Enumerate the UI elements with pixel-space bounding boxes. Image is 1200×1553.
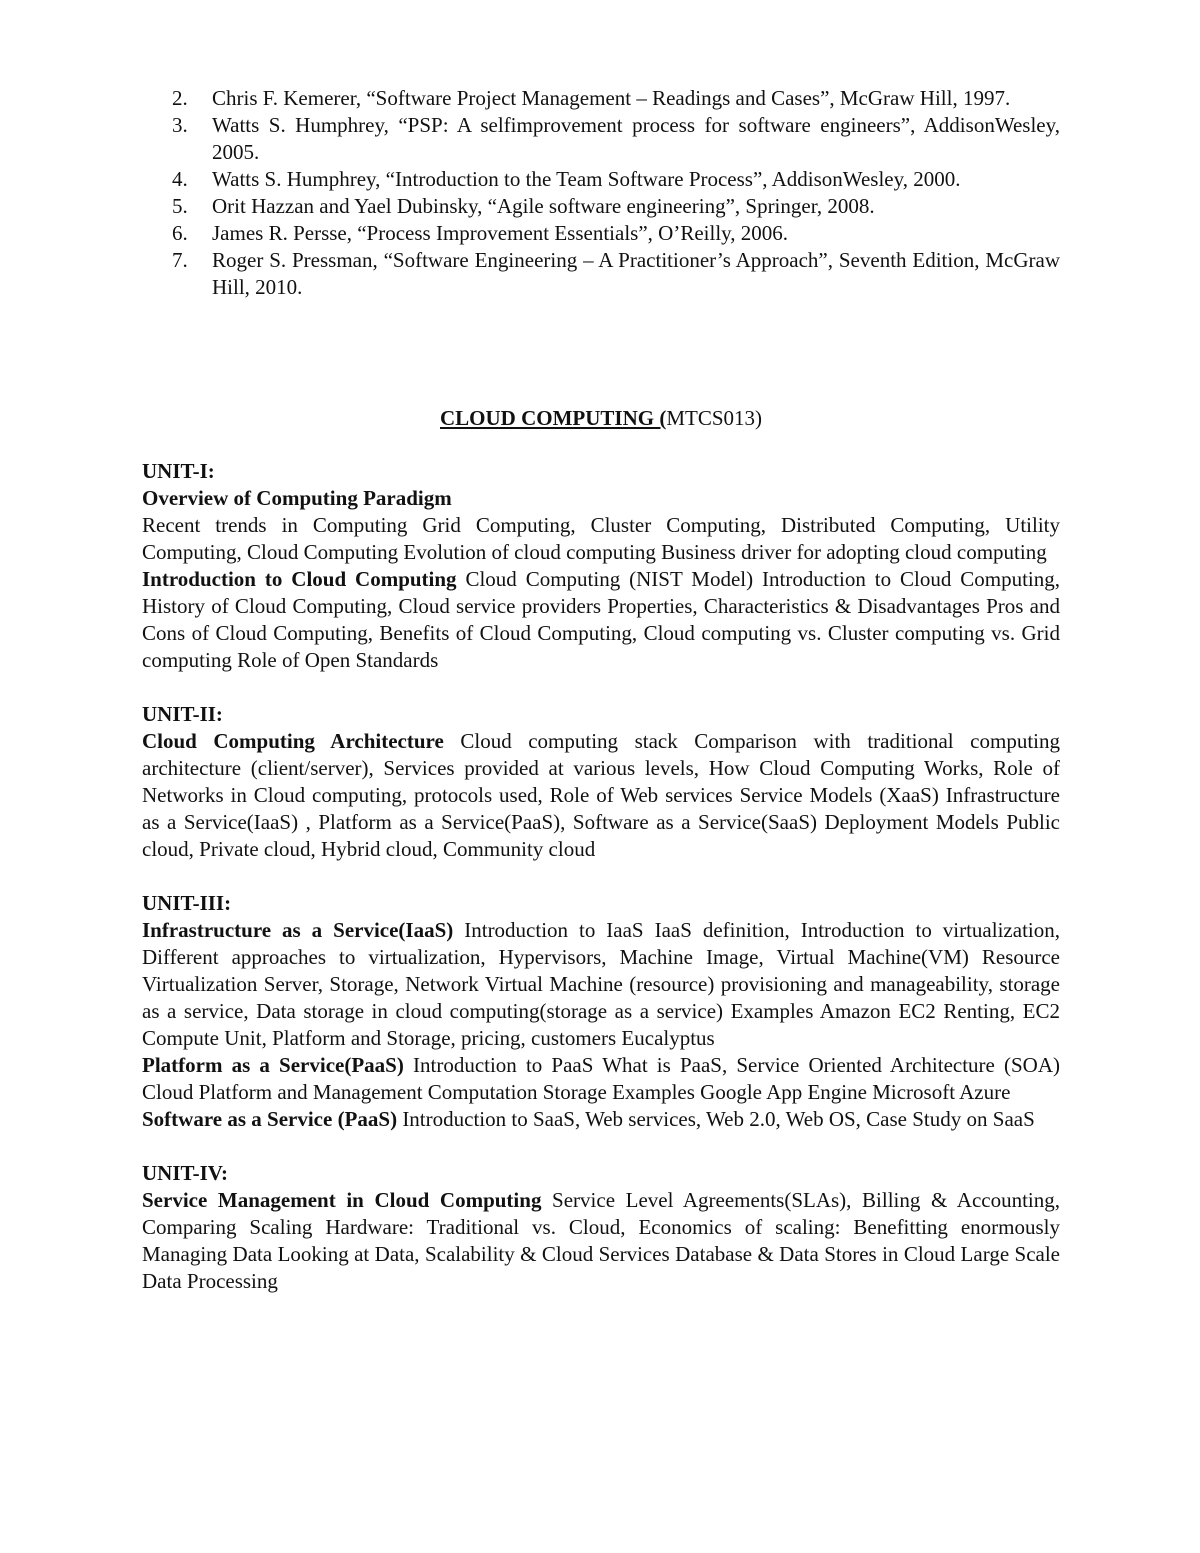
topic-description: Introduction to SaaS, Web services, Web 2.0, Web OS, Case Study on SaaS [397,1107,1035,1131]
unit-heading: UNIT-III: [142,891,232,915]
course-code: MTCS013) [666,406,762,430]
topic-title: Software as a Service (PaaS) [142,1107,398,1131]
syllabus-content [142,458,1060,1322]
unit-paragraph [142,485,1060,512]
reference-item [172,85,1060,112]
reference-number: 6. [172,221,188,245]
reference-item [172,247,1060,301]
topic-title: Service Management in Cloud Computing [142,1188,542,1212]
reference-text: Watts S. Humphrey, “PSP: A selfimprovement process for software engineers”, AddisonWesley, 2005. [212,113,1060,164]
topic-title: Cloud Computing Architecture [142,729,444,753]
unit-section-4 [142,1160,1060,1295]
unit-section-2 [142,701,1060,863]
topic-title: Platform as a Service(PaaS) [142,1053,404,1077]
unit-paragraph [142,566,1060,674]
topic-title: Overview of Computing Paradigm [142,486,452,510]
unit-section-3 [142,890,1060,1133]
reference-text: Roger S. Pressman, “Software Engineering – A Practitioner’s Approach”, Seventh Edition, McGraw Hill, 2010. [212,248,1060,299]
reference-item [172,193,1060,220]
unit-paragraph [142,1052,1060,1106]
topic-description: Service Level Agreements(SLAs), Billing & Accounting, Comparing Scaling Hardware: Traditional vs. Cloud, Economics of scaling: Benefitting enormously Managing Data Looking at Data, Scalability & Cloud Services Database & Data Stores in Cloud Large Scale Data Processing [142,1188,1060,1293]
topic-title: Infrastructure as a Service(IaaS) [142,918,454,942]
reference-number: 7. [172,248,188,272]
reference-number: 5. [172,194,188,218]
unit-paragraph [142,728,1060,863]
reference-text: Watts S. Humphrey, “Introduction to the Team Software Process”, AddisonWesley, 2000. [212,167,961,191]
topic-description: Recent trends in Computing Grid Computing, Cluster Computing, Distributed Computing, Utility Computing, Cloud Computing Evolution of cloud computing Business driver for adopting cloud computing [142,513,1060,564]
reference-text: Orit Hazzan and Yael Dubinsky, “Agile software engineering”, Springer, 2008. [212,194,875,218]
course-title-text: CLOUD COMPUTING ( [439,406,667,430]
reference-text: Chris F. Kemerer, “Software Project Management – Readings and Cases”, McGraw Hill, 1997. [212,86,1011,110]
unit-paragraph [142,1187,1060,1295]
course-title [142,405,1060,432]
unit-paragraph [142,512,1060,566]
reference-list [172,85,1060,301]
reference-text: James R. Persse, “Process Improvement Essentials”, O’Reilly, 2006. [212,221,789,245]
unit-paragraph [142,1106,1060,1133]
reference-number: 2. [172,86,188,110]
reference-item [172,166,1060,193]
unit-paragraph [142,917,1060,1052]
unit-heading: UNIT-I: [142,459,215,483]
topic-title: Introduction to Cloud Computing [142,567,457,591]
reference-number: 3. [172,113,188,137]
reference-number: 4. [172,167,188,191]
reference-item [172,220,1060,247]
topic-description: Introduction to IaaS IaaS definition, Introduction to virtualization, Different approaches to virtualization, Hypervisors, Machine Image, Virtual Machine(VM) Resource Virtualization Server, Storage, Network Virtual Machine (resource) provisioning and manageability, storage as a service, Data storage in cloud computing(storage as a service) Examples Amazon EC2 Renting, EC2 Compute Unit, Platform and Storage, pricing, customers Eucalyptus [142,918,1060,1050]
topic-description: Introduction to PaaS What is PaaS, Service Oriented Architecture (SOA) Cloud Platform and Management Computation Storage Examples Google App Engine Microsoft Azure [142,1053,1060,1104]
topic-description: Cloud Computing (NIST Model) Introduction to Cloud Computing, History of Cloud Computing, Cloud service providers Properties, Characteristics & Disadvantages Pros and Cons of Cloud Computing, Benefits of Cloud Computing, Cloud computing vs. Cluster computing vs. Grid computing Role of Open Standards [142,567,1060,672]
topic-description: Cloud computing stack Comparison with traditional computing architecture (client/server), Services provided at various levels, How Cloud Computing Works, Role of Networks in Cloud computing, protocols used, Role of Web services Service Models (XaaS) Infrastructure as a Service(IaaS) , Platform as a Service(PaaS), Software as a Service(SaaS) Deployment Models Public cloud, Private cloud, Hybrid cloud, Community cloud [142,729,1060,861]
unit-section-1 [142,458,1060,674]
unit-heading: UNIT-IV: [142,1161,228,1185]
reference-item [172,112,1060,166]
unit-heading: UNIT-II: [142,702,223,726]
